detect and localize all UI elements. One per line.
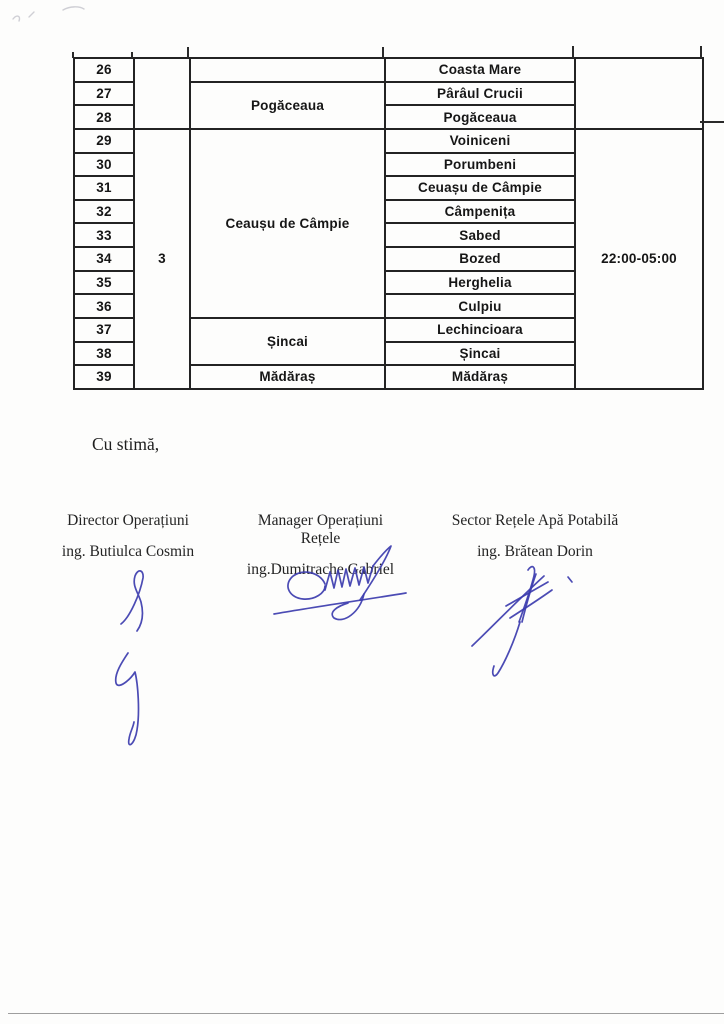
commune-cell: Ceaușu de Câmpie — [190, 129, 385, 318]
signature-name: ing. Butiulca Cosmin — [61, 543, 195, 560]
group-cell: 3 — [134, 129, 190, 389]
signature-block-director — [48, 512, 208, 561]
village-cell: Herghelia — [385, 271, 575, 295]
time-cell: 22:00-05:00 — [575, 129, 703, 389]
row-number: 35 — [74, 271, 134, 295]
row-number: 33 — [74, 223, 134, 247]
table-row — [74, 129, 703, 153]
village-cell: Pârâul Crucii — [385, 82, 575, 106]
row-number: 27 — [74, 82, 134, 106]
signature-title: Director Operațiuni — [67, 512, 189, 529]
closing-salutation: Cu stimă, — [92, 434, 160, 454]
row-number: 29 — [74, 129, 134, 153]
village-cell: Ceuașu de Câmpie — [385, 176, 575, 200]
scan-tick — [131, 52, 133, 58]
scan-tick — [700, 46, 702, 58]
scan-edge-line — [8, 1013, 724, 1014]
village-cell: Pogăceaua — [385, 105, 575, 129]
commune-cell: Mădăraș — [190, 365, 385, 389]
table-row — [74, 58, 703, 82]
row-number: 36 — [74, 294, 134, 318]
schedule-table — [73, 57, 704, 390]
village-cell: Sabed — [385, 223, 575, 247]
scan-tick — [382, 47, 384, 58]
village-cell: Șincai — [385, 342, 575, 366]
village-cell: Culpiu — [385, 294, 575, 318]
row-number: 28 — [74, 105, 134, 129]
signature-ink-bratean — [458, 556, 583, 698]
signature-name: ing. Brătean Dorin — [477, 543, 593, 560]
village-cell: Câmpenița — [385, 200, 575, 224]
pencil-marks — [5, 2, 95, 33]
row-number: 31 — [74, 176, 134, 200]
row-number: 34 — [74, 247, 134, 271]
row-number: 26 — [74, 58, 134, 82]
signature-title: Manager Operațiuni Rețele — [257, 512, 384, 547]
row-number: 37 — [74, 318, 134, 342]
row-number: 39 — [74, 365, 134, 389]
signature-name: ing.Dumitrache Gabriel — [246, 561, 395, 578]
scan-tick — [187, 47, 189, 58]
village-cell: Voiniceni — [385, 129, 575, 153]
row-number: 30 — [74, 153, 134, 177]
commune-cell — [190, 58, 385, 82]
village-cell: Coasta Mare — [385, 58, 575, 82]
village-cell: Lechincioara — [385, 318, 575, 342]
village-cell: Mădăraș — [385, 365, 575, 389]
scan-tick — [572, 46, 574, 58]
row-number: 38 — [74, 342, 134, 366]
group-cell-empty — [134, 58, 190, 129]
commune-cell: Pogăceaua — [190, 82, 385, 129]
signature-title: Sector Rețele Apă Potabilă — [451, 512, 619, 529]
commune-cell: Șincai — [190, 318, 385, 365]
signature-ink-butiulca — [88, 562, 160, 764]
scan-line-extension — [700, 121, 724, 123]
scan-tick — [72, 52, 74, 58]
time-cell-empty — [575, 58, 703, 129]
village-cell: Bozed — [385, 247, 575, 271]
signature-block-sector — [450, 512, 620, 561]
village-cell: Porumbeni — [385, 153, 575, 177]
signature-ink-dumitrache — [268, 542, 413, 632]
row-number: 32 — [74, 200, 134, 224]
